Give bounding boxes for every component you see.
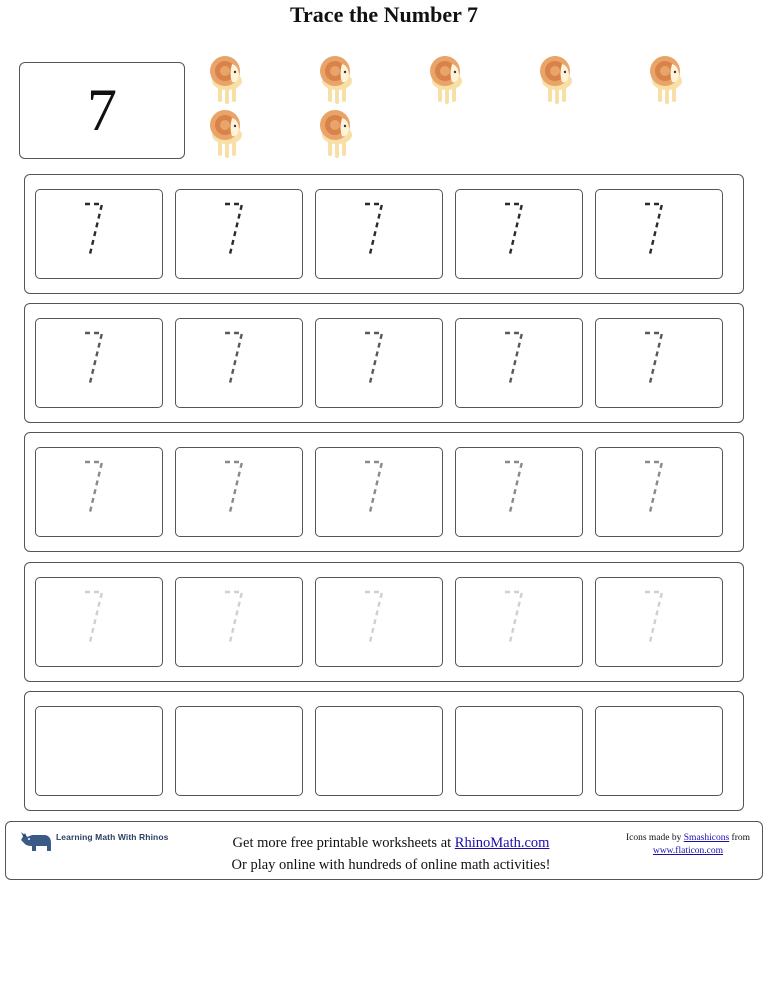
dashed-seven-guide (456, 448, 582, 536)
dashed-seven-guide (316, 448, 442, 536)
trace-cell[interactable] (35, 318, 163, 408)
dashed-seven-guide (456, 319, 582, 407)
dashed-seven-guide (176, 578, 302, 666)
trace-cell[interactable] (175, 447, 303, 537)
logo-text: Learning Math With Rhinos (56, 832, 169, 842)
ram-icon (205, 54, 249, 106)
blank-practice-cell[interactable] (595, 706, 723, 796)
dashed-seven-guide (176, 448, 302, 536)
trace-cell[interactable] (595, 189, 723, 279)
flaticon-link[interactable]: www.flaticon.com (652, 846, 724, 856)
page-title: Trace the Number 7 (290, 2, 478, 27)
dashed-seven-guide (596, 319, 722, 407)
ram-icon (425, 54, 469, 106)
trace-cell[interactable] (315, 577, 443, 667)
trace-row (24, 303, 744, 423)
ram-icon (205, 108, 249, 160)
trace-cell[interactable] (315, 189, 443, 279)
trace-cell[interactable] (175, 318, 303, 408)
credit-from: from (729, 833, 750, 843)
trace-row (24, 174, 744, 294)
dashed-seven-guide (36, 319, 162, 407)
trace-cell[interactable] (175, 189, 303, 279)
target-numeral: 7 (87, 77, 117, 143)
blank-practice-cell[interactable] (35, 706, 163, 796)
trace-cell[interactable] (455, 189, 583, 279)
blank-practice-cell[interactable] (455, 706, 583, 796)
dashed-seven-guide (456, 578, 582, 666)
ram-icon (315, 108, 359, 160)
ram-icon (535, 54, 579, 106)
dashed-seven-guide (456, 190, 582, 278)
rhinomath-link[interactable]: RhinoMath.com (454, 835, 550, 851)
trace-cell[interactable] (35, 189, 163, 279)
trace-cell[interactable] (35, 577, 163, 667)
dashed-seven-guide (596, 578, 722, 666)
dashed-seven-guide (176, 319, 302, 407)
trace-cell[interactable] (315, 447, 443, 537)
promo-prefix: Get more free printable worksheets at (232, 835, 455, 851)
footer-banner (5, 821, 763, 880)
trace-cell[interactable] (315, 318, 443, 408)
dashed-seven-guide (596, 190, 722, 278)
dashed-seven-guide (36, 448, 162, 536)
dashed-seven-guide (316, 190, 442, 278)
smashicons-link[interactable]: Smashicons (683, 833, 730, 843)
trace-cell[interactable] (595, 447, 723, 537)
trace-row (24, 432, 744, 552)
dashed-seven-guide (316, 319, 442, 407)
promo-text (176, 832, 606, 876)
dashed-seven-guide (36, 190, 162, 278)
credit-prefix: Icons made by (625, 833, 684, 843)
trace-cell[interactable] (595, 577, 723, 667)
trace-cell[interactable] (35, 447, 163, 537)
ram-icon (315, 54, 359, 106)
blank-practice-cell[interactable] (315, 706, 443, 796)
ram-icon (645, 54, 689, 106)
trace-cell[interactable] (175, 577, 303, 667)
dashed-seven-guide (316, 578, 442, 666)
dashed-seven-guide (596, 448, 722, 536)
icon-credit (618, 832, 758, 858)
promo-line2: Or play online with hundreds of online math activities! (231, 857, 551, 873)
rhino-icon (18, 826, 54, 856)
target-number-box (19, 62, 185, 159)
trace-cell[interactable] (455, 447, 583, 537)
dashed-seven-guide (176, 190, 302, 278)
dashed-seven-guide (36, 578, 162, 666)
trace-cell[interactable] (595, 318, 723, 408)
blank-practice-cell[interactable] (175, 706, 303, 796)
trace-cell[interactable] (455, 318, 583, 408)
trace-row (24, 562, 744, 682)
trace-cell[interactable] (455, 577, 583, 667)
trace-row (24, 691, 744, 811)
